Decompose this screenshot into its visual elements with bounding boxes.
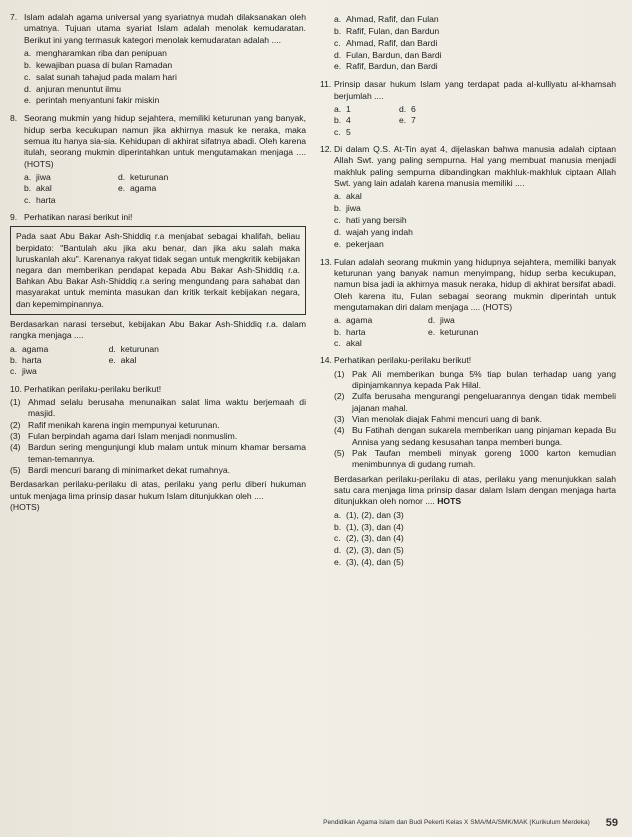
option-d[interactable]: d. Fulan, Bardun, dan Bardi [334,49,442,60]
option-e[interactable]: e. akal [108,354,137,365]
option-d[interactable]: d. jiwa [428,315,455,326]
behavior-list [334,369,616,471]
question-10-options [320,12,616,73]
question-number: 8. [10,113,18,124]
option-e[interactable]: e. Rafif, Bardun, dan Bardi [334,61,438,72]
question-number: 12. [320,143,332,154]
question-14 [320,355,616,569]
option-b[interactable]: b. jiwa [334,203,361,214]
list-item: (4) Bardun sering mengunjungi klub malam untuk minum khamar bersama teman-temannya. [10,442,306,464]
list-item: (5) Bardi mencuri barang di minimarket dekat rumahnya. [10,465,231,475]
option-c[interactable]: c. 5 [334,126,351,137]
option-a[interactable]: a. jiwa [24,171,51,182]
option-b[interactable]: b. (1), (3), dan (4) [334,521,404,532]
option-c[interactable]: c. (2), (3), dan (4) [334,533,404,544]
option-a[interactable]: a. 1 [334,103,351,114]
question-number: 11. [320,79,332,90]
page-number: 59 [605,817,618,830]
option-e[interactable]: e. perintah menyantuni fakir miskin [24,95,160,106]
option-b[interactable]: b. akal [24,183,52,194]
option-a[interactable]: a. agama [10,343,49,354]
options [10,344,306,378]
left-column [10,12,306,575]
option-b[interactable]: b. 4 [334,115,351,126]
question-stem: Seorang mukmin yang hidup sejahtera, memiliki keturunan yang banyak, hidup serba kecukupan namun jika akhirnya masuk ke neraka, maka semua itu hanya sia-sia. Kehidupan di akhirat sifatnya abadi. Oleh karena itulah, seorang mukmin diperintahkan untuk mengutamakan menjaga .... (HOTS) [24,113,306,169]
question-11 [320,79,616,138]
list-item: (1) Ahmad selalu berusaha menunaikan salat lima waktu berjemaah di masjid. [10,396,306,419]
question-number: 13. [320,256,332,267]
option-c[interactable]: c. salat sunah tahajud pada malam hari [24,71,177,82]
question-stem: Prinsip dasar hukum Islam yang terdapat pada al-kulliyatu al-khamsah berjumlah .... [334,79,616,101]
question-intro: Perhatikan perilaku-perilaku berikut! [24,383,162,394]
option-e[interactable]: e. 7 [399,115,416,126]
option-c[interactable]: c. hati yang bersih [334,215,407,225]
option-d[interactable]: d. keturunan [108,343,159,354]
hots-label: HOTS [437,496,462,507]
list-item: (1) Pak Ali memberikan bunga 5% tiap bulan terhadap uang yang dipinjamkannya kepada Pak Hilal. [334,368,616,390]
question-number: 10. [10,383,22,394]
option-d[interactable]: d. wajah yang indah [334,226,413,237]
list-item: (2) Rafif menikah karena ingin mempunyai keturunan. [10,419,220,430]
question-stem: Berdasarkan perilaku-perilaku di atas, perilaku yang menunjukkan salah satu cara menjaga lima prinsip dasar dalam Islam dengan menjaga harta ditunjukkan oleh nomor .... [334,473,616,507]
option-b[interactable]: b. harta [334,326,366,337]
list-item: (3) Fulan berpindah agama dari Islam menjadi nonmuslim. [10,430,238,441]
behavior-list [10,397,306,476]
option-b[interactable]: b. kewajiban puasa di bulan Ramadan [24,59,173,70]
list-item: (4) Bu Fatihah dengan sukarela memberikan uang pinjaman kepada Bu Annisa yang sedang kesusahan tanpa memberi bunga. [334,425,616,447]
question-intro: Perhatikan perilaku-perilaku berikut! [334,355,472,366]
option-c[interactable]: c. jiwa [10,366,37,377]
option-e[interactable]: e. (3), (4), dan (5) [334,557,404,568]
option-d[interactable]: d. 6 [399,103,416,114]
option-e[interactable]: e. agama [118,183,157,194]
question-stem: Fulan adalah seorang mukmin yang hidupnya sejahtera, memiliki banyak keturunan yang banyak namun menyimpang, hidup serba kecukupan, namun bisa jadi ia akhirnya masuk neraka, hidup di akhirat bersifat abadi. Oleh karena itu, Fulan sebagai seorang mukmin diperintah untuk mengutamakan diri dalam menjaga .... (HOTS) [334,256,616,312]
option-e[interactable]: e. pekerjaan [334,238,384,249]
question-stem: Di dalam Q.S. At-Tin ayat 4, dijelaskan bahwa manusia adalah ciptaan Allah Swt. yang paling sempurna. Hal yang membuat manusia menjadi makhluk paling sempurna dibandingkan makhluk-makhluk ciptaan Allah Swt. yang lain adalah karena manusia memiliki .... [334,143,616,188]
question-13 [320,257,616,350]
question-stem: Berdasarkan narasi tersebut, kebijakan Abu Bakar Ash-Shiddiq r.a. dalam rangka menjaga .... [10,318,306,341]
list-item: (3) Vian menolak diajak Fahmi mencuri uang di bank. [334,414,542,424]
option-a[interactable]: a. (1), (2), dan (3) [334,509,404,520]
option-d[interactable]: d. keturunan [118,171,169,182]
question-number: 7. [10,12,18,22]
option-d[interactable]: d. (2), (3), dan (5) [334,545,404,556]
footer-text: Pendidikan Agama Islam dan Budi Pekerti Kelas X SMA/MA/SMK/MAK (Kurikulum Merdeka) [323,819,590,827]
question-number: 14. [320,355,332,366]
option-d[interactable]: d. anjuran menuntut ilmu [24,83,122,94]
question-stem: Berdasarkan perilaku-perilaku di atas, perilaku yang perlu diberi hukuman untuk menjaga lima prinsip dasar hukum Islam ditunjukkan oleh .... [10,479,306,501]
list-item: (2) Zulfa berusaha mengurangi pengeluarannya dengan tidak membeli jajanan mahal. [334,391,616,413]
question-10 [10,384,306,514]
option-b[interactable]: b. Rafif, Fulan, dan Bardun [334,25,440,36]
options [334,510,616,569]
question-12 [320,144,616,251]
hots-label: (HOTS) [10,502,40,513]
question-number: 9. [10,212,18,222]
options [334,104,464,138]
option-a[interactable]: a. Ahmad, Rafif, dan Fulan [334,14,439,24]
options [334,315,616,349]
option-a[interactable]: a. akal [334,191,362,202]
right-column [320,12,616,575]
question-8 [10,113,306,206]
page-footer [270,816,618,831]
question-9 [10,212,306,378]
options [334,191,616,250]
option-c[interactable]: c. harta [24,194,56,205]
option-e[interactable]: e. keturunan [428,326,479,337]
option-a[interactable]: a. agama [334,315,373,326]
option-c[interactable]: c. Ahmad, Rafif, dan Bardi [334,37,438,48]
question-stem: Islam adalah agama universal yang syariatnya mudah dilaksanakan oleh umatnya. Tujuan utama syariat Islam adalah menolak kemudaratan. Berikut ini yang termasuk kategori menolak kemudaratan adalah .... [24,12,306,45]
option-b[interactable]: b. harta [10,354,42,365]
options [24,172,306,206]
list-item: (5) Pak Taufan membeli minyak goreng 1000 karton kemudian menimbunnya di gudang rumah. [334,448,616,470]
option-a[interactable]: a. mengharamkan riba dan penipuan [24,48,167,59]
narrative-box: Pada saat Abu Bakar Ash-Shiddiq r.a menjabat sebagai khalifah, beliau berpidato: "Bantulah aku jika aku benar, dan jika aku salah maka luruskanlah aku". Karenanya rakyat tidak segan untuk mengkritik kebijakan negara dan memberikan pendapat kepada Abu Bakar Ash-Shiddiq r.a. Bahkan Abu Bakar Ash-Shiddiq r.a sering mengundang para sahabat dan masyarakat untuk meminta masukan dan kritik terkait kebijakan negara, dan kepemimpinannya. [10,226,306,315]
options [24,48,306,107]
question-intro: Perhatikan narasi berikut ini! [24,212,133,222]
question-7 [10,12,306,107]
option-c[interactable]: c. akal [334,337,362,348]
